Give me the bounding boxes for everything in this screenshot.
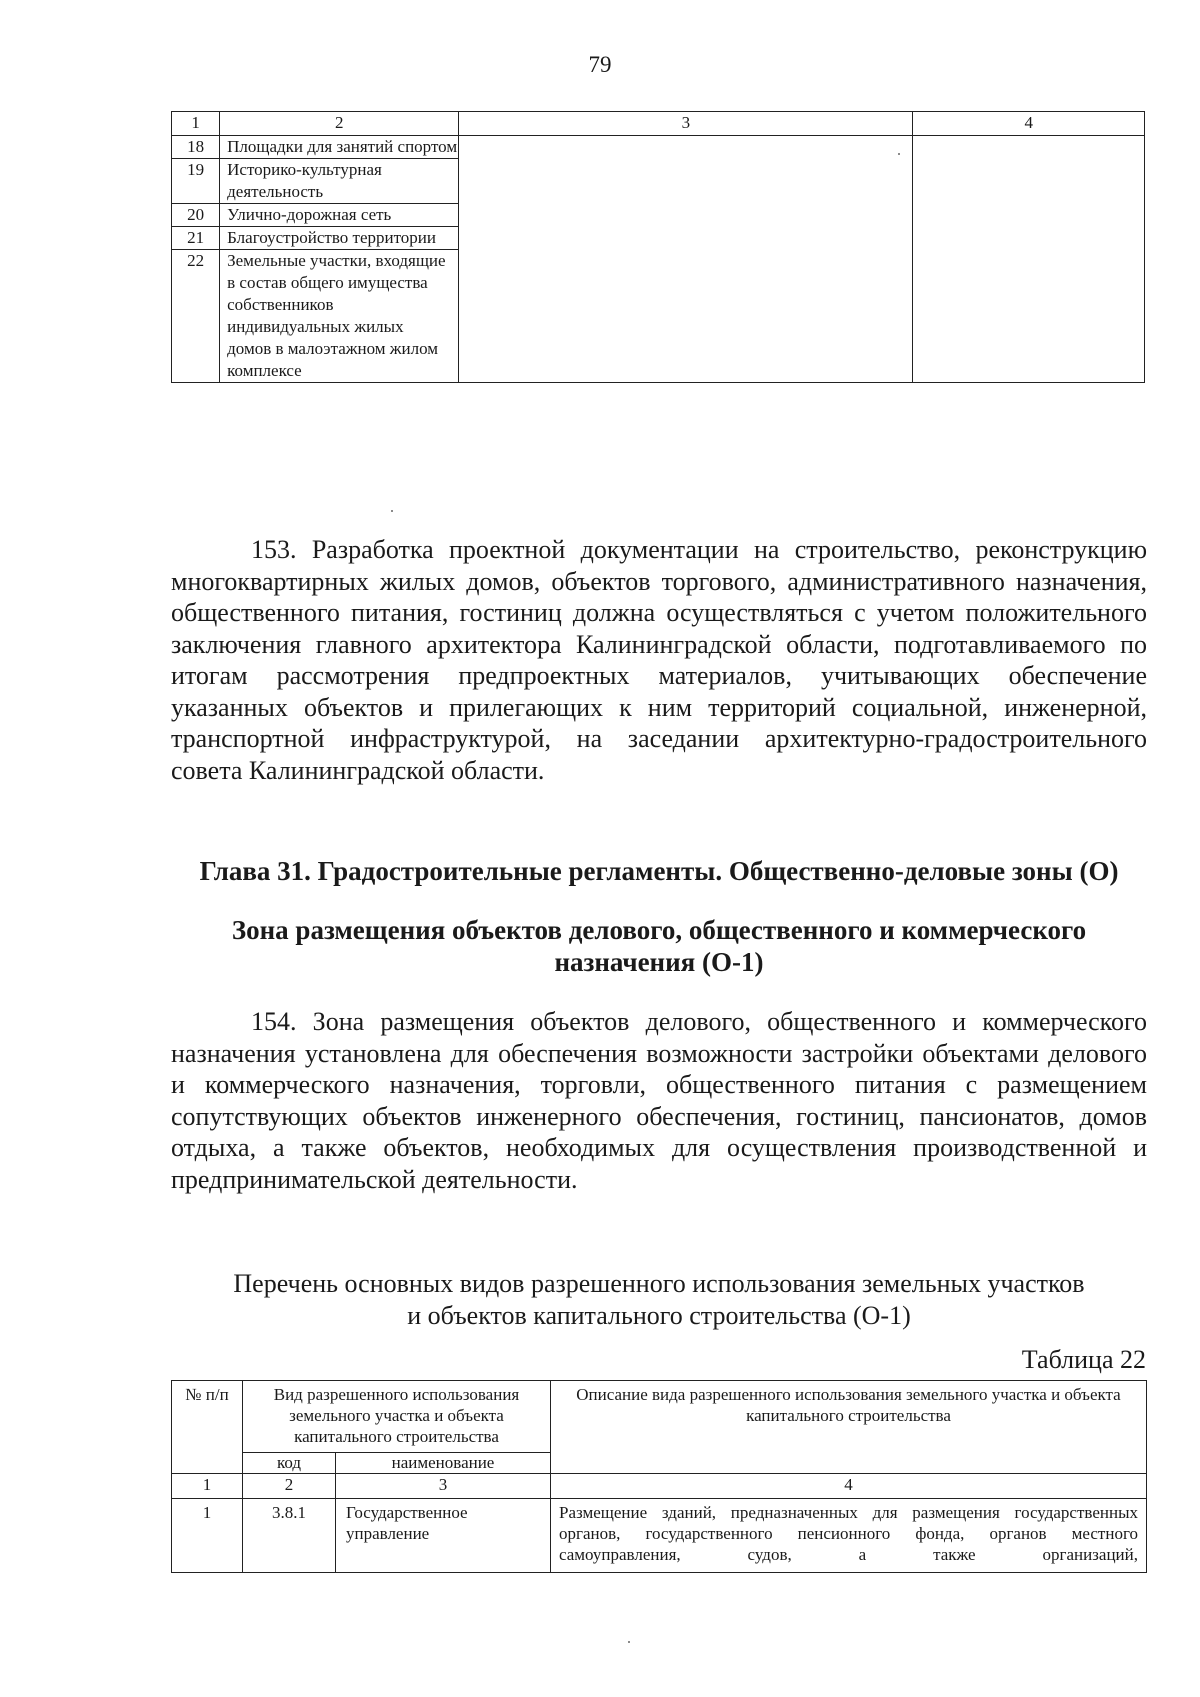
header-cell: 4 bbox=[913, 112, 1145, 136]
page-number: 79 bbox=[588, 52, 612, 77]
zone-heading: Зона размещения объектов делового, общественного и коммерческого назначения (О-1) bbox=[231, 915, 1087, 977]
table-label: Таблица 22 bbox=[1021, 1345, 1146, 1374]
scan-speck bbox=[391, 510, 393, 512]
header-description: Описание вида разрешенного использования земельного участка и объекта капитального строительства bbox=[551, 1381, 1147, 1474]
row-name: Благоустройство территории bbox=[220, 227, 459, 250]
row-code: 3.8.1 bbox=[243, 1499, 336, 1573]
row-number: 1 bbox=[172, 1499, 243, 1573]
row-description: Размещение зданий, предназначенных для размещения государственных органов, государственного пенсионного фонда, органов местного самоуправления, судов, а также организаций, bbox=[551, 1499, 1147, 1573]
paragraph-154 bbox=[171, 1006, 1147, 1195]
row-number: 18 bbox=[172, 136, 220, 159]
header-cell: 2 bbox=[220, 112, 459, 136]
header-code: код bbox=[243, 1453, 336, 1474]
row-name: Историко-культурная деятельность bbox=[220, 159, 459, 204]
row-name: Земельные участки, входящие в состав общего имущества собственников индивидуальных жилых домов в малоэтажном жилом комплексе bbox=[220, 250, 459, 383]
row-number: 20 bbox=[172, 204, 220, 227]
table-row bbox=[172, 1499, 1147, 1573]
empty-cell bbox=[459, 136, 913, 383]
column-number-row bbox=[172, 1474, 1147, 1499]
table-header-row bbox=[172, 112, 1145, 136]
list-title-line: и объектов капитального строительства (О-1) bbox=[407, 1301, 911, 1330]
scan-speck bbox=[898, 153, 900, 155]
table-row bbox=[172, 136, 1145, 159]
row-number: 22 bbox=[172, 250, 220, 383]
row-number: 19 bbox=[172, 159, 220, 204]
list-title bbox=[171, 1268, 1147, 1332]
paragraph-text: 154. Зона размещения объектов делового, общественного и коммерческого назначения установлена для обеспечения возможности застройки объектами делового и коммерческого назначения, торговли, общественного питания с размещением сопутствующих объектов инженерного обеспечения, гостиниц, пансионатов, домов отдыха, а также объектов, необходимых для осуществления производственной и предпринимательской деятельности. bbox=[171, 1007, 1147, 1194]
row-name: Улично-дорожная сеть bbox=[220, 204, 459, 227]
header-num: № п/п bbox=[172, 1381, 243, 1474]
column-number: 2 bbox=[243, 1474, 336, 1499]
row-number: 21 bbox=[172, 227, 220, 250]
table-header-row bbox=[172, 1381, 1147, 1453]
header-cell: 3 bbox=[459, 112, 913, 136]
paragraph-153 bbox=[171, 534, 1147, 786]
paragraph-text: 153. Разработка проектной документации на строительство, реконструкцию многоквартирных жилых домов, объектов торгового, административного назначения, общественного питания, гостиниц должна осуществляться с учетом положительного заключения главного архитектора Калининградской области, подготавливаемого по итогам рассмотрения предпроектных материалов, учитывающих обеспечение указанных объектов и прилегающих к ним территорий социальной, инженерной, транспортной инфраструктурой, на заседании архитектурно-градостроительного совета Калининградской области. bbox=[171, 535, 1147, 785]
list-title-line: Перечень основных видов разрешенного использования земельных участков bbox=[233, 1269, 1085, 1298]
column-number: 1 bbox=[172, 1474, 243, 1499]
row-name: Площадки для занятий спортом bbox=[220, 136, 459, 159]
table-22 bbox=[171, 1380, 1147, 1573]
header-type: Вид разрешенного использования земельного участка и объекта капитального строительства bbox=[243, 1381, 551, 1453]
scan-speck bbox=[628, 1641, 630, 1643]
column-number: 3 bbox=[336, 1474, 551, 1499]
column-number: 4 bbox=[551, 1474, 1147, 1499]
header-cell: 1 bbox=[172, 112, 220, 136]
row-name: Государственное управление bbox=[336, 1499, 551, 1573]
continuation-table bbox=[171, 111, 1145, 383]
empty-cell bbox=[913, 136, 1145, 383]
header-name: наименование bbox=[336, 1453, 551, 1474]
chapter-heading: Глава 31. Градостроительные регламенты. Общественно-деловые зоны (О) bbox=[199, 856, 1119, 886]
